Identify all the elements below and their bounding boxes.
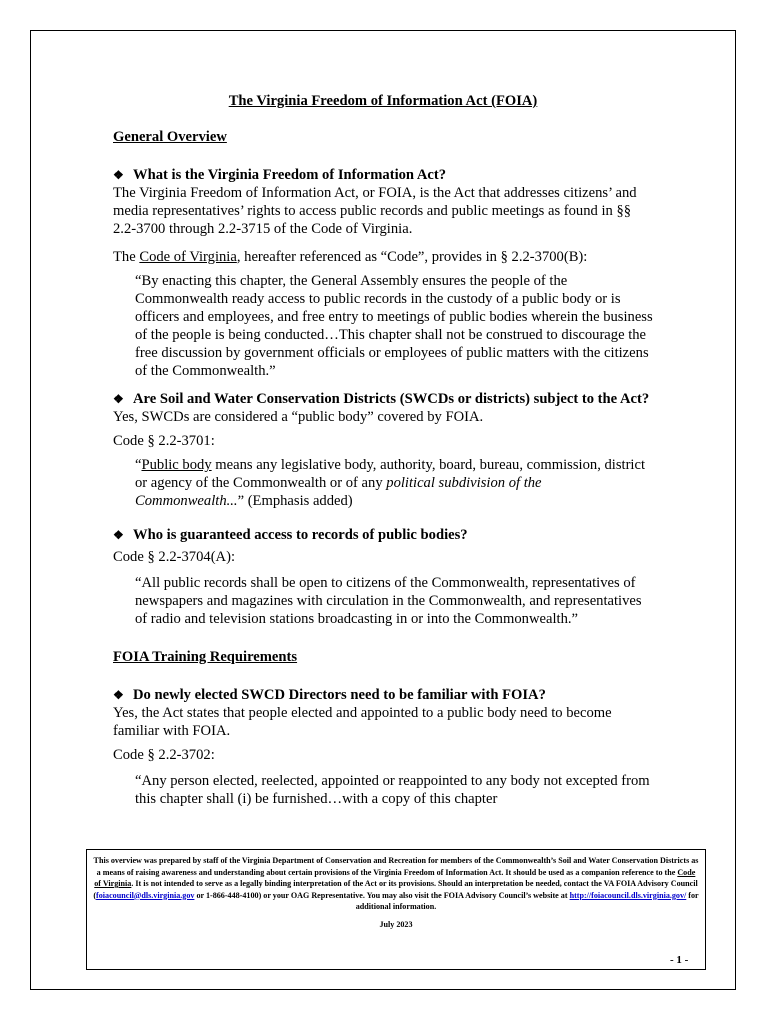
question-text: What is the Virginia Freedom of Information Act? [133,167,447,183]
document-body [113,92,653,818]
question-text: Are Soil and Water Conservation Districts (SWCDs or districts) subject to the Act? [133,391,650,407]
footer-text-4: for additional information. [355,890,699,911]
public-body-term: Public body [141,457,212,473]
code-of-virginia-link: Code of Virginia [139,249,237,265]
code-intro-pre: The [113,249,140,265]
foia-email-link[interactable]: foiacouncil@dls.virginia.gov [96,890,195,900]
footer-text-2: . It is not intended to serve as a legally binding interpretation of the Act or its provisions. Should an interpretation be needed, contact the VA FOIA Advisory Council ( [93,879,698,900]
quote-2-2-3701 [135,456,653,510]
footer-disclaimer [86,849,706,970]
quote-open: “ [135,457,142,473]
page-number: - 1 - [670,954,689,966]
code-intro-post: , hereafter referenced as “Code”, provides in § 2.2-3700(B): [236,249,588,265]
quote-end: ” (Emphasis added) [237,493,353,509]
code-citation-2-2-3704: Code § 2.2-3704(A): [113,549,236,565]
question-text: Who is guaranteed access to records of public bodies? [133,527,468,543]
quote-emphasis: political subdivision of the Commonwealth... [135,475,542,509]
code-citation-2-2-3701: Code § 2.2-3701: [113,433,215,449]
quote-2-2-3704: “All public records shall be open to citizens of the Commonwealth, representatives of newspapers and magazines with circulation in the Commonwealth, and representatives of radio and television stations broadcasting in or into the Commonwealth.” [135,575,642,627]
diamond-bullet-icon: ❖ [113,688,124,702]
diamond-bullet-icon: ❖ [113,528,124,542]
question-what-is-foia [113,166,653,184]
quote-mid: means any legislative body, authority, board, bureau, commission, district or agency of the Commonwealth or of any [135,457,646,491]
answer-what-is-foia: The Virginia Freedom of Information Act, or FOIA, is the Act that addresses citizens’ and media representatives’ rights to access public records and public meetings as found in §§ 2.2-3700 through 2.2-3715 of the Code of Virginia. [113,185,637,237]
question-who-has-access [113,526,653,544]
diamond-bullet-icon: ❖ [113,392,124,406]
document-title: The Virginia Freedom of Information Act (FOIA) [228,93,538,109]
footer-text-3: or 1-866-448-4100) or your OAG Representative. You may also visit the FOIA Advisory Council’s website at [194,890,570,900]
diamond-bullet-icon: ❖ [113,168,124,182]
footer-code-link[interactable]: Code of Virginia [94,867,696,888]
code-citation-2-2-3702: Code § 2.2-3702: [113,747,215,763]
quote-2-2-3702: “Any person elected, reelected, appointed or reappointed to any body not excepted from this chapter shall (i) be furnished…with a copy of this chapter [135,773,650,807]
footer-date: July 2023 [379,919,413,929]
section-heading-training: FOIA Training Requirements [113,649,298,665]
footer-text-1: This overview was prepared by staff of the Virginia Department of Conservation and Recreation for members of the Commonwealth’s Soil and Water Conservation Districts as a means of raising awareness and understanding about certain provisions of the Virginia Freedom of Information Act. It should be used as a companion reference to the [93,856,699,877]
foia-website-link[interactable]: http://foiacouncil.dls.virginia.gov/ [569,890,687,900]
question-text: Do newly elected SWCD Directors need to be familiar with FOIA? [133,687,546,703]
question-directors-familiar [113,686,653,704]
code-intro [113,248,653,266]
quote-2-2-3700: “By enacting this chapter, the General Assembly ensures the people of the Commonwealth ready access to public records in the custody of a public body or is officers and employees, and free entry to meetings of public bodies wherein the business of the people is being conducted…This chapter shall not be construed to discourage the free discussion by government officials or employees of public matters with the citizens of the Commonwealth.” [135,273,653,379]
question-swcd-subject [113,390,653,408]
answer-directors-familiar: Yes, the Act states that people elected and appointed to a public body need to become familiar with FOIA. [113,705,612,739]
answer-swcd-subject: Yes, SWCDs are considered a “public body” covered by FOIA. [113,409,484,425]
footer-text [93,855,699,913]
section-heading-general-overview: General Overview [113,129,227,145]
